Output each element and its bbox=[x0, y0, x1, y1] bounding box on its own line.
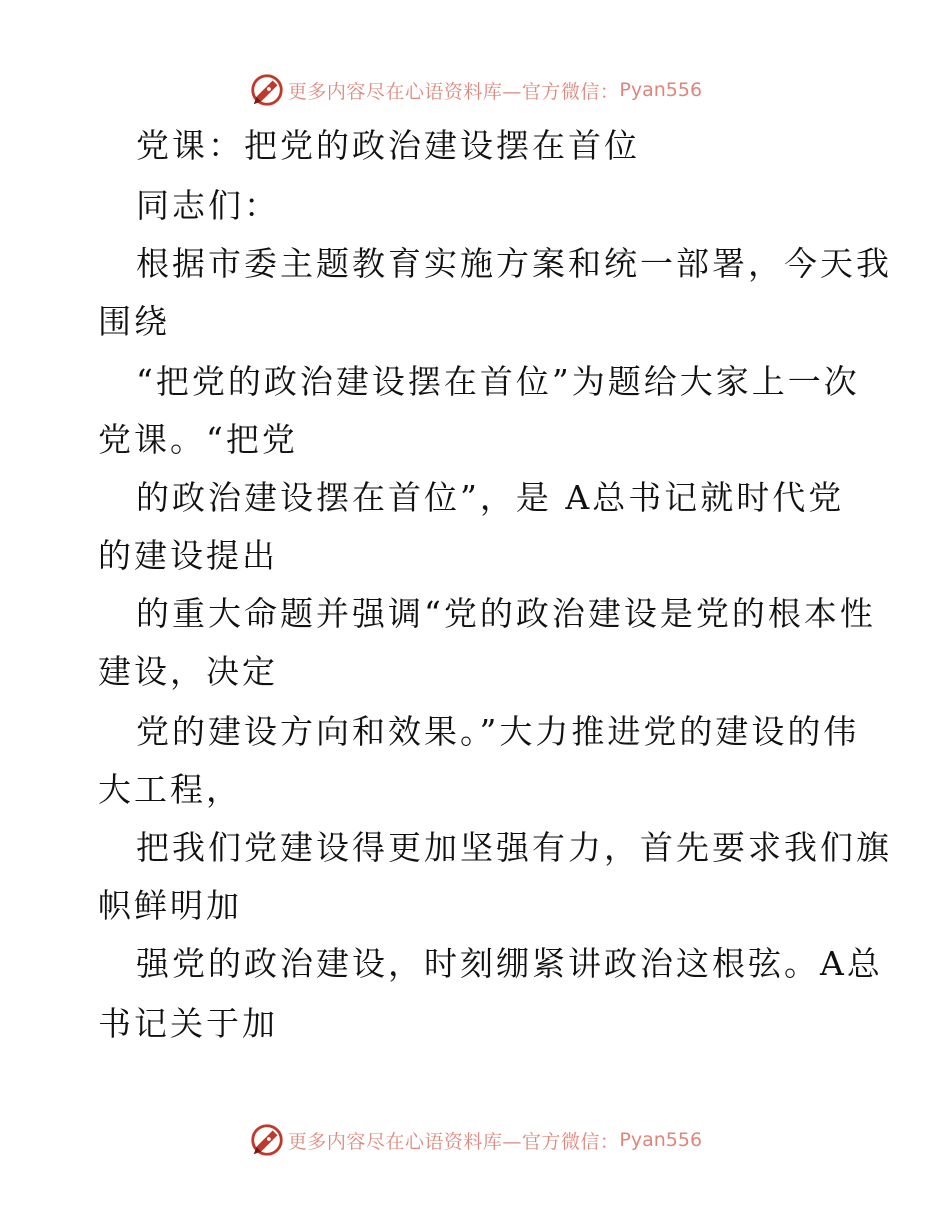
paragraph-line: 的建设提出 bbox=[98, 536, 278, 575]
paragraph-line: 把我们党建设得更加坚强有力，首先要求我们旗 bbox=[136, 828, 892, 867]
watermark-text: 更多内容尽在心语资料库—官方微信： bbox=[287, 1130, 620, 1153]
watermark-wechat-id: Pyan556 bbox=[619, 1129, 703, 1151]
pen-nib-logo-icon bbox=[248, 71, 286, 109]
watermark-wechat-id: Pyan556 bbox=[619, 79, 703, 101]
paragraph-line: 围绕 bbox=[98, 302, 170, 341]
paragraph-line: 强党的政治建设，时刻绷紧讲政治这根弦。A总 bbox=[136, 944, 883, 983]
footer-watermark bbox=[0, 1118, 950, 1162]
header-watermark bbox=[0, 68, 950, 112]
document-title: 党课：把党的政治建设摆在首位 bbox=[136, 126, 640, 165]
paragraph-line: 的重大命题并强调“党的政治建设是党的根本性 bbox=[136, 594, 876, 633]
watermark-text: 更多内容尽在心语资料库—官方微信： bbox=[287, 80, 620, 103]
paragraph-line: 建设，决定 bbox=[98, 652, 278, 691]
paragraph-line: 大工程， bbox=[98, 770, 242, 809]
paragraph-line: 书记关于加 bbox=[98, 1004, 278, 1043]
paragraph-line: 党课。“把党 bbox=[98, 420, 298, 459]
paragraph-line: 根据市委主题教育实施方案和统一部署，今天我 bbox=[136, 244, 892, 283]
salutation: 同志们： bbox=[136, 186, 280, 225]
paragraph-line: 的政治建设摆在首位”，是 A总书记就时代党 bbox=[136, 478, 845, 517]
paragraph-line: “把党的政治建设摆在首位”为题给大家上一次 bbox=[136, 362, 860, 401]
paragraph-line: 党的建设方向和效果。”大力推进党的建设的伟 bbox=[136, 712, 860, 751]
pen-nib-logo-icon bbox=[248, 1121, 286, 1159]
paragraph-line: 帜鲜明加 bbox=[98, 886, 242, 925]
